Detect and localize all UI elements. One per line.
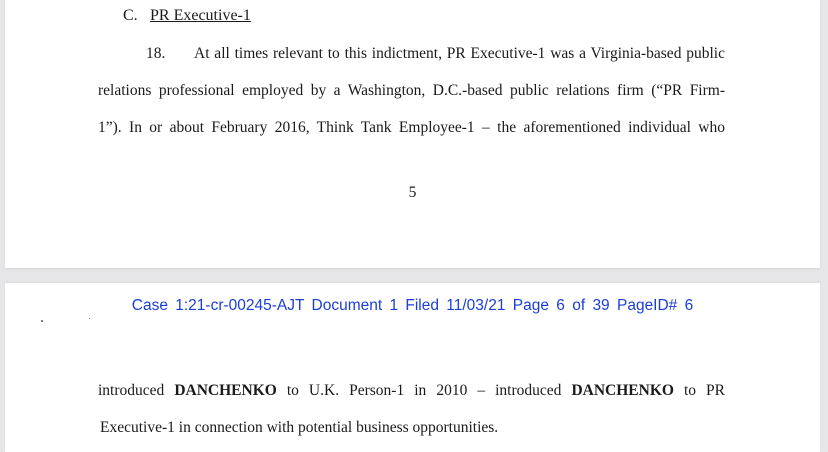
text-run: to U.K. Person-1 in 2010 – introduced: [276, 382, 572, 399]
section-title: PR Executive-1: [150, 7, 251, 24]
document-page-5: [5, 0, 820, 268]
defendant-name: DANCHENKO: [571, 382, 674, 399]
paragraph-line: 1”). In or about February 2016, Think Tank Employee-1 – the aforementioned individual who: [98, 119, 725, 136]
paragraph-number: 18.: [146, 45, 166, 62]
paragraph-line: At all times relevant to this indictment, PR Executive-1 was a Virginia-based public: [194, 45, 725, 62]
defendant-name: DANCHENKO: [174, 382, 277, 399]
section-letter: C.: [123, 7, 138, 24]
scan-speck: [41, 320, 43, 322]
text-run: to PR: [673, 382, 726, 399]
text-run: introduced: [98, 382, 175, 399]
paragraph-line: Executive-1 in connection with potential business opportunities.: [100, 419, 499, 436]
page-number: 5: [408, 184, 417, 201]
scan-speck: [89, 318, 90, 319]
paragraph-line: [98, 382, 725, 400]
document-page-6: [5, 283, 820, 452]
case-header: Case 1:21-cr-00245-AJT Document 1 Filed 11/03/21 Page 6 of 39 PageID# 6: [131, 297, 694, 314]
paragraph-line: relations professional employed by a Washington, D.C.-based public relations firm (“PR Firm-: [98, 82, 725, 99]
